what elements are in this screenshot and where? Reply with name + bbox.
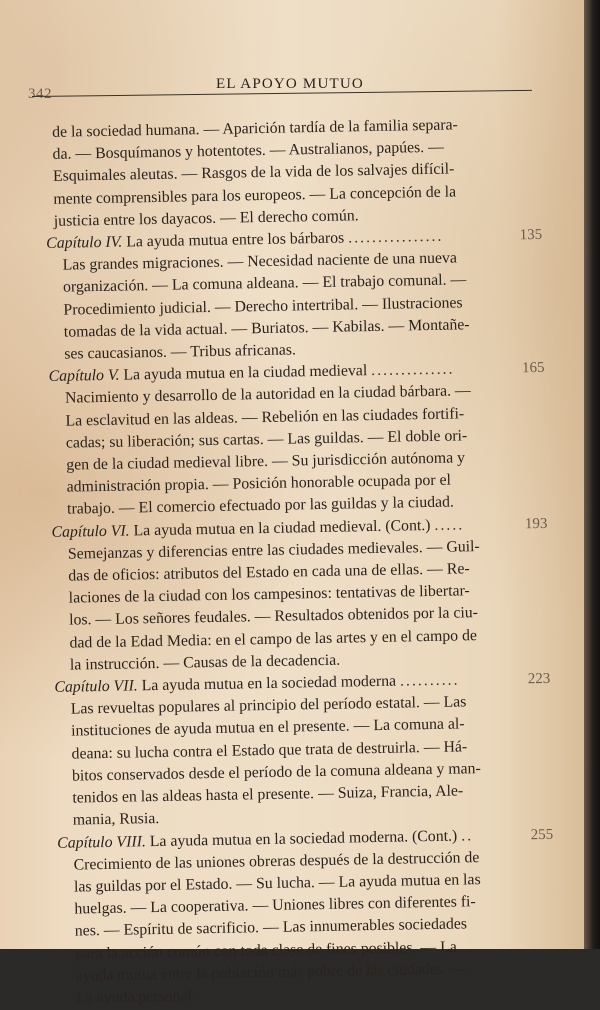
summary-line: administración propia. — Posición honorable ocupada por el (66, 471, 452, 496)
chapter-page-number: 255 (530, 826, 554, 843)
summary-line: organización. — La comuna aldeana. — El trabajo comunal. — (62, 271, 467, 297)
chapter-label: Capítulo VIII. (57, 832, 146, 852)
page-number: 342 (28, 86, 52, 102)
chapter-summary (46, 246, 530, 366)
chapter-entry-vi (51, 513, 548, 677)
summary-line: La ayuda personal. (75, 987, 196, 1007)
summary-line: Semejanzas y diferencias entre las ciudades medievales. — Guil- (67, 537, 480, 563)
summary-line: La esclavitud en las aldeas. — Rebelión en las ciudades fortifi- (65, 404, 465, 430)
summary-line: huelgas. — La cooperativa. — Uniones libres con diferentes fi- (74, 893, 476, 918)
summary-line: Crecimiento de las uniones obreras después de la destrucción de (73, 848, 480, 874)
leader-dots: .............. (371, 360, 455, 380)
leader-dots: .. (461, 826, 474, 844)
summary-line: Las grandes migraciones. — Necesidad naciente de una nueva (62, 249, 458, 274)
running-title: EL APOYO MUTUO (216, 76, 364, 92)
intro-line: Esquimales aleutas. — Rasgos de la vida de los salvajes difícil- (52, 160, 455, 186)
summary-line: la instrucción. — Causas de la decadencia. (69, 651, 341, 674)
chapter-title: La ayuda mutua en la ciudad medieval. (Cont.) (133, 516, 431, 540)
chapter-page-number: 223 (527, 670, 551, 688)
summary-line: dad de la Edad Media: en el campo de las artes y en el campo de (69, 626, 478, 652)
summary-line: laciones de la ciudad con los campesinos: tentativas de libertar- (68, 582, 470, 607)
chapter-summary (55, 690, 539, 832)
summary-line: para la acción común con toda clase de fines posibles. — La (75, 938, 457, 963)
table-of-contents (44, 113, 554, 1010)
chapter-label: Capítulo VII. (54, 677, 138, 696)
summary-line: trabajo. — El comercio efectuado por las guildas y la ciudad. (66, 494, 455, 519)
summary-line: las guildas por el Estado. — Su lucha. — La ayuda mutua en las (73, 871, 481, 896)
leader-dots: ................ (348, 227, 444, 247)
chapter-entry-vii (54, 668, 551, 832)
summary-line: tomadas de la vida actual. — Buriatos. — Kabilas. — Montañe- (63, 316, 470, 341)
summary-line: mania, Rusia. (72, 810, 160, 829)
summary-line: ayuda mutua entre la población más pobre de las ciudades. — (75, 960, 467, 985)
chapter-summary (52, 535, 536, 677)
summary-line: gen de la ciudad medieval libre. — Su jurisdicción autónoma y (66, 449, 466, 474)
intro-line: justicia entre los dayacos. — El derecho común. (53, 207, 359, 230)
chapter-entry-v (48, 357, 545, 521)
leader-dots: .......... (399, 671, 460, 690)
summary-line: Las revueltas populares al principio del período estatal. — Las (70, 693, 467, 718)
intro-block (44, 113, 528, 233)
summary-line: Nacimiento y desarrollo de la autoridad en la ciudad bárbara. — (64, 382, 471, 408)
summary-line: Procedimiento judicial. — Derecho intertribal. — Ilustraciones (63, 293, 463, 319)
book-gutter-shadow (584, 0, 600, 949)
summary-line: instituciones de ayuda mutua en el presente. — La comuna al- (71, 715, 465, 741)
intro-line: da. — Bosquímanos y hotentotes. — Australianos, papúes. — (52, 138, 445, 164)
chapter-title: La ayuda mutua en la ciudad medieval (123, 362, 368, 384)
chapter-title: La ayuda mutua en la sociedad moderna. (Cont.) (149, 827, 458, 850)
leader-dots: ..... (434, 516, 465, 534)
chapter-summary (49, 380, 533, 522)
chapter-label: Capítulo IV. (46, 233, 123, 252)
chapter-summary (57, 846, 542, 1010)
chapter-page-number: 193 (524, 515, 548, 532)
chapter-title: La ayuda mutua entre los bárbaros (126, 229, 345, 251)
intro-line: mente comprensibles para los europeos. — La concepción de la (53, 183, 457, 208)
chapter-page-number: 135 (519, 226, 543, 244)
summary-line: bitos conservados desde el período de la comuna aldeana y man- (71, 759, 481, 785)
chapter-entry-viii (57, 824, 554, 1010)
chapter-page-number: 165 (521, 360, 545, 377)
summary-line: los. — Los señores feudales. — Resultados obtenidos por la ciu- (68, 604, 479, 630)
chapter-title: La ayuda mutua en la sociedad moderna (141, 672, 397, 695)
summary-line: ses caucasianos. — Tribus africanas. (64, 341, 297, 363)
chapter-label: Capítulo VI. (51, 522, 130, 541)
summary-line: das de oficios: atributos del Estado en cada una de ellas. — Re- (68, 560, 470, 585)
summary-line: tenidos en las aldeas hasta el presente. — Suiza, Francia, Ale- (72, 782, 464, 807)
summary-line: nes. — Espíritu de sacrificio. — Las innumerables sociedades (74, 915, 468, 940)
intro-line: de la sociedad humana. — Aparición tardía de la familia separa- (52, 116, 459, 141)
chapter-entry-iv (46, 224, 543, 366)
summary-line: cadas; su liberación; sus cartas. — Las guildas. — El doble ori- (65, 427, 468, 452)
summary-line: deana: su lucha contra el Estado que trata de destruirla. — Há- (71, 738, 468, 763)
chapter-label: Capítulo V. (48, 366, 120, 386)
